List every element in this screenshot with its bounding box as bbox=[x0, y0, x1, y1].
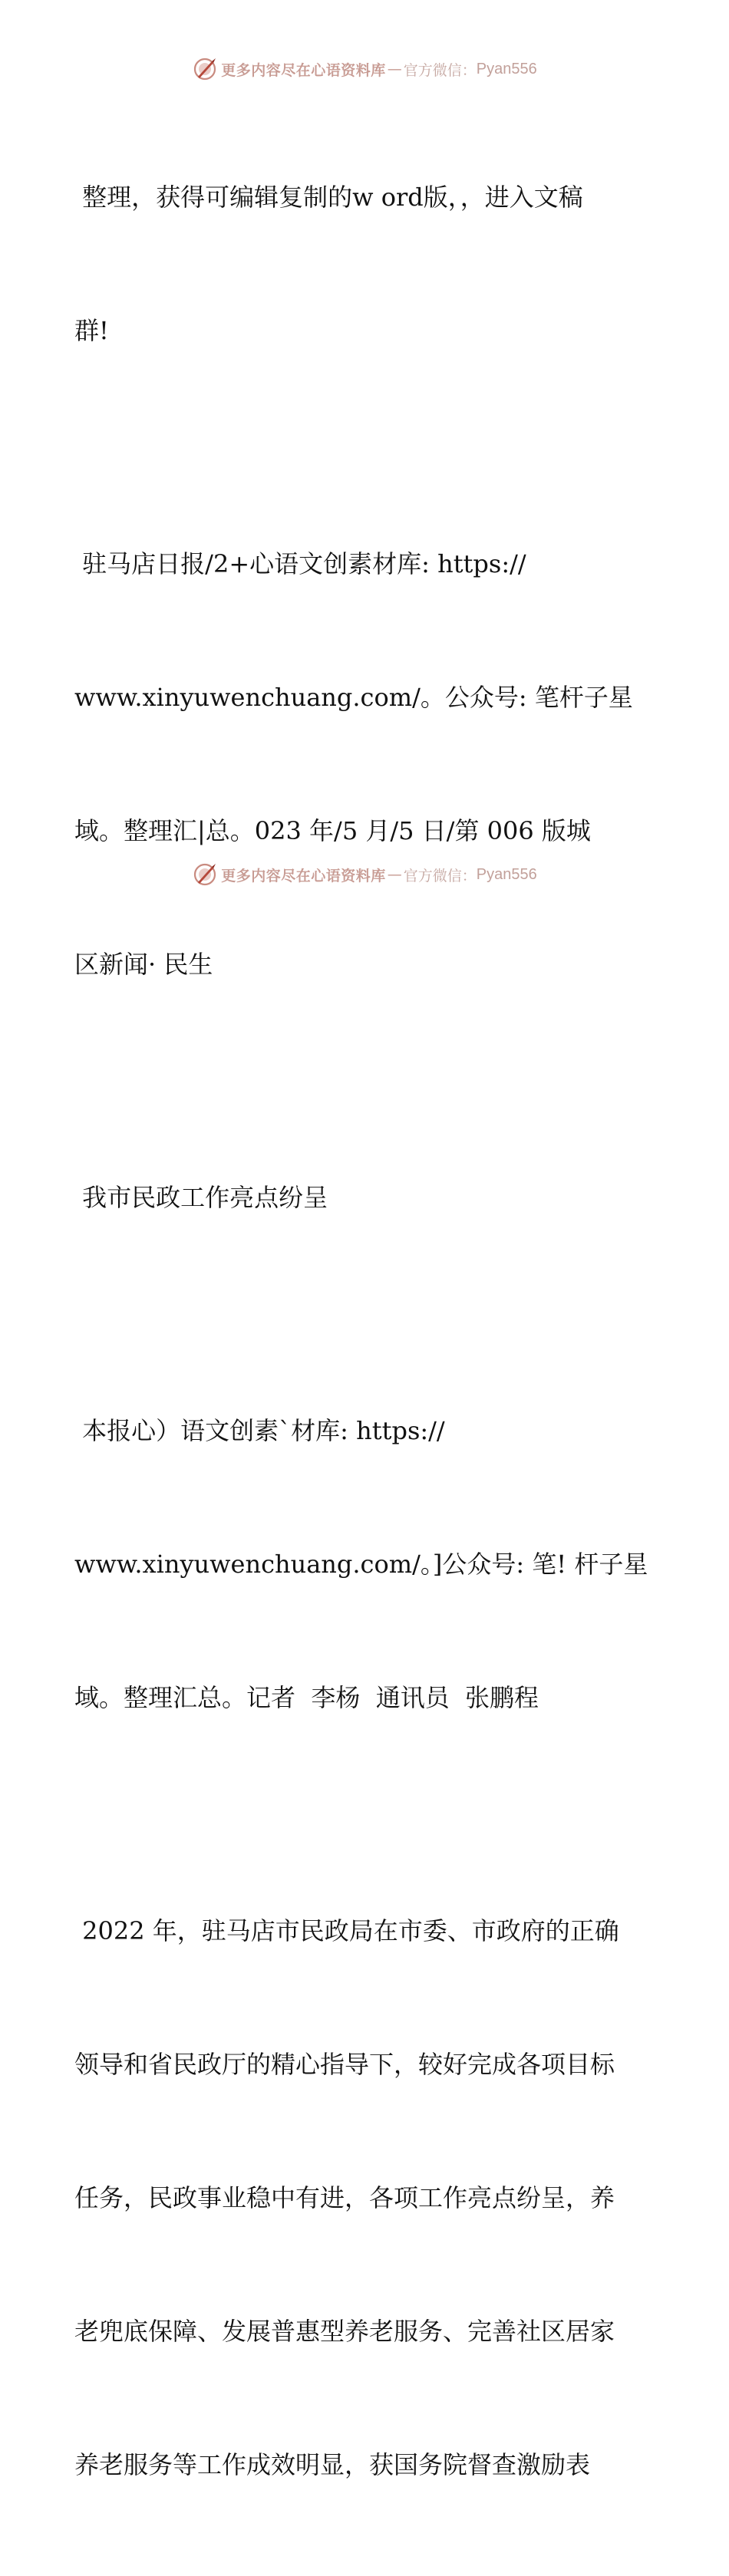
text-line: 区新闻· 民生 bbox=[74, 950, 213, 979]
watermark-dash: — bbox=[387, 866, 402, 883]
text-line: 我市民政工作亮点纷呈 bbox=[74, 1183, 328, 1212]
header-watermark bbox=[0, 54, 729, 84]
watermark-text: 更多内容尽在心语资料库 bbox=[221, 61, 386, 79]
watermark-dash: — bbox=[387, 61, 402, 77]
text-line: www.xinyuwenchuang.com/。]公众号: 笔! 杆子星 bbox=[74, 1550, 648, 1579]
watermark-id: Pyan556 bbox=[476, 865, 537, 883]
text-line: 域。整理汇|总。023 年/5 月/5 日/第 006 版城 bbox=[74, 816, 591, 845]
text-line: 2022 年，驻马店市民政局在市委、市政府的正确 bbox=[74, 1916, 619, 1945]
watermark-official: 官方微信： bbox=[403, 867, 477, 884]
text-line: 本报心）语文创素`材库: https:// bbox=[74, 1416, 445, 1445]
paragraph-intro bbox=[74, 86, 658, 442]
document-body bbox=[74, 86, 658, 2576]
text-line: 域。整理汇总。记者 李杨 通讯员 张鹏程 bbox=[74, 1683, 539, 1712]
paragraph-byline bbox=[74, 1319, 658, 1809]
text-line: 任务，民政事业稳中有进，各项工作亮点纷呈，养 bbox=[74, 2183, 615, 2212]
text-line: 驻马店日报/2+心语文创素材库: https:// bbox=[74, 549, 526, 578]
text-line: 领导和省民政厅的精心指导下，较好完成各项目标 bbox=[74, 2050, 615, 2079]
paragraph-source bbox=[74, 453, 658, 1076]
text-line: 群! bbox=[74, 316, 109, 345]
watermark-official: 官方微信： bbox=[403, 61, 477, 79]
quill-logo-icon bbox=[192, 56, 218, 82]
quill-logo-icon bbox=[192, 861, 218, 888]
paragraph-body bbox=[74, 1820, 658, 2576]
text-line: 养老服务等工作成效明显，获国务院督查激励表 bbox=[74, 2450, 591, 2479]
watermark-id: Pyan556 bbox=[476, 60, 537, 77]
text-line: 老兜底保障、发展普惠型养老服务、完善社区居家 bbox=[74, 2317, 615, 2346]
footer-watermark bbox=[0, 859, 729, 890]
text-line: 整理，获得可编辑复制的w ord版，，进入文稿 bbox=[74, 183, 583, 212]
article-title bbox=[74, 1086, 658, 1309]
watermark-text: 更多内容尽在心语资料库 bbox=[221, 867, 386, 884]
text-line: www.xinyuwenchuang.com/。公众号: 笔杆子星 bbox=[74, 683, 633, 712]
